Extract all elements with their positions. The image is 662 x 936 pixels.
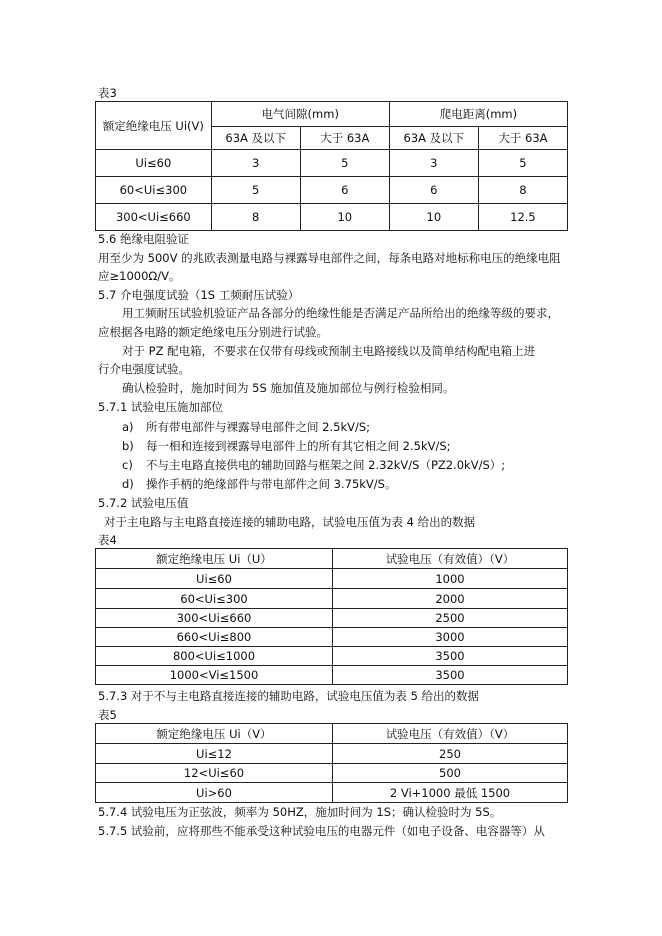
table4-cell: 1000<Vi≤1500 — [96, 666, 333, 685]
table3-cell-label: Ui≤60 — [96, 150, 212, 177]
table3-cell: 6 — [300, 177, 389, 204]
section-5-7-1-title: 5.7.1 试验电压施加部位 — [98, 400, 223, 414]
table3-cell: 5 — [478, 150, 567, 177]
table3-cell-label: 300<Ui≤660 — [96, 204, 212, 231]
section-5-7-para-2: 应根据各电路的额定绝缘电压分别进行试验。 — [98, 325, 328, 339]
section-5-7-title: 5.7 介电强度试验（1S 工频耐压试验） — [98, 288, 300, 302]
section-5-6-para-2: 应≥1000Ω/V。 — [98, 269, 181, 283]
table3-cell: 8 — [478, 177, 567, 204]
list-item: 不与主电路直接供电的辅助回路与框架之间 2.32kV/S（PZ2.0kV/S）; — [146, 458, 506, 472]
table4-cell: 300<Ui≤660 — [96, 609, 333, 628]
table4-cell: 60<Ui≤300 — [96, 589, 333, 609]
table4-caption: 表4 — [98, 533, 117, 547]
table4-cell: 2500 — [333, 609, 568, 628]
table4-cell: 3000 — [333, 628, 568, 647]
table4-row — [96, 589, 568, 609]
table3-cell: 12.5 — [478, 204, 567, 231]
table3-caption: 表3 — [98, 86, 117, 100]
table5-row — [96, 744, 568, 764]
section-5-7-4-text: 5.7.4 试验电压为正弦波，频率为 50HZ，施加时间为 1S；确认检验时为 5S。 — [98, 805, 502, 819]
table5-row — [96, 783, 568, 803]
list-item: 所有带电部件与裸露导电部件之间 2.5kV/S; — [146, 420, 371, 434]
table3-cell: 6 — [389, 177, 478, 204]
table4-header-test: 试验电压（有效值）（V） — [333, 549, 568, 569]
table5 — [95, 723, 568, 803]
table3-cell: 10 — [389, 204, 478, 231]
table3-cell: 5 — [211, 177, 300, 204]
table3-header-creepage: 爬电距离(mm) — [389, 102, 567, 127]
table3-cell: 3 — [389, 150, 478, 177]
table4-row — [96, 647, 568, 666]
section-5-7-para-3: 对于 PZ 配电箱，不要求在仅带有母线或预制主电路接线以及简单结构配电箱上进 — [122, 344, 536, 358]
section-5-7-2-title: 5.7.2 试验电压值 — [98, 496, 189, 510]
table5-cell: Ui>60 — [96, 783, 333, 803]
table3-cell: 5 — [300, 150, 389, 177]
table3-header-clearance: 电气间隙(mm) — [211, 102, 389, 127]
list-item-letter: b) — [122, 439, 134, 453]
table4-row — [96, 569, 568, 589]
table4-cell: 3500 — [333, 666, 568, 685]
table3-cell: 8 — [211, 204, 300, 231]
section-5-6-title: 5.6 绝缘电阻验证 — [98, 232, 189, 246]
table4-row — [96, 609, 568, 628]
table3 — [95, 101, 568, 231]
table3-row — [96, 150, 568, 177]
table4-row — [96, 666, 568, 685]
table5-header-rated: 额定绝缘电压 Ui（V） — [96, 724, 333, 744]
table5-cell: 2 Vi+1000 最低 1500 — [333, 783, 568, 803]
section-5-7-5-text: 5.7.5 试验前，应将那些不能承受这种试验电压的电器元件（如电子设备、电容器等）从 — [98, 824, 545, 838]
table4-cell: 2000 — [333, 589, 568, 609]
table4-cell: 660<Ui≤800 — [96, 628, 333, 647]
table3-row — [96, 204, 568, 231]
table5-row — [96, 764, 568, 783]
list-item: 每一相和连接到裸露导电部件上的所有其它相之间 2.5kV/S; — [146, 439, 451, 453]
table3-sub-gt63-b: 大于 63A — [478, 127, 567, 150]
table4-cell: 1000 — [333, 569, 568, 589]
section-5-7-2-para-1: 对于主电路与主电路直接连接的辅助电路，试验电压值为表 4 给出的数据 — [104, 515, 476, 529]
section-5-7-para-1: 用工频耐压试验机验证产品各部分的绝缘性能是否满足产品所给出的绝缘等级的要求， — [122, 306, 559, 320]
table5-caption: 表5 — [98, 708, 117, 722]
table5-header-test: 试验电压（有效值）（V） — [333, 724, 568, 744]
table3-header-rated: 额定绝缘电压 Ui(V) — [96, 102, 212, 150]
list-item-letter: a) — [122, 420, 134, 434]
table4 — [95, 548, 568, 685]
table5-cell: 250 — [333, 744, 568, 764]
table4-row — [96, 628, 568, 647]
table5-cell: 500 — [333, 764, 568, 783]
table3-cell: 10 — [300, 204, 389, 231]
section-5-7-para-4: 行介电强度试验。 — [98, 362, 190, 376]
table5-cell: 12<Ui≤60 — [96, 764, 333, 783]
list-item-letter: d) — [122, 477, 134, 491]
table5-cell: Ui≤12 — [96, 744, 333, 764]
section-5-7-3-title: 5.7.3 对于不与主电路直接连接的辅助电路，试验电压值为表 5 给出的数据 — [98, 689, 480, 703]
section-5-7-para-5: 确认检验时，施加时间为 5S 施加值及施加部位与例行检验相同。 — [122, 381, 455, 395]
table3-sub-le63-a: 63A 及以下 — [211, 127, 300, 150]
list-item: 操作手柄的绝缘部件与带电部件之间 3.75kV/S。 — [146, 477, 397, 491]
table4-header-rated: 额定绝缘电压 Ui（U） — [96, 549, 333, 569]
table3-cell-label: 60<Ui≤300 — [96, 177, 212, 204]
table3-cell: 3 — [211, 150, 300, 177]
table4-cell: 3500 — [333, 647, 568, 666]
table3-sub-gt63-a: 大于 63A — [300, 127, 389, 150]
table3-row — [96, 177, 568, 204]
section-5-6-para-1: 用至少为 500V 的兆欧表测量电路与裸露导电部件之间，每条电路对地标称电压的绝缘电阻 — [98, 251, 561, 265]
list-item-letter: c) — [122, 458, 133, 472]
table4-cell: Ui≤60 — [96, 569, 333, 589]
table4-cell: 800<Ui≤1000 — [96, 647, 333, 666]
table3-sub-le63-b: 63A 及以下 — [389, 127, 478, 150]
